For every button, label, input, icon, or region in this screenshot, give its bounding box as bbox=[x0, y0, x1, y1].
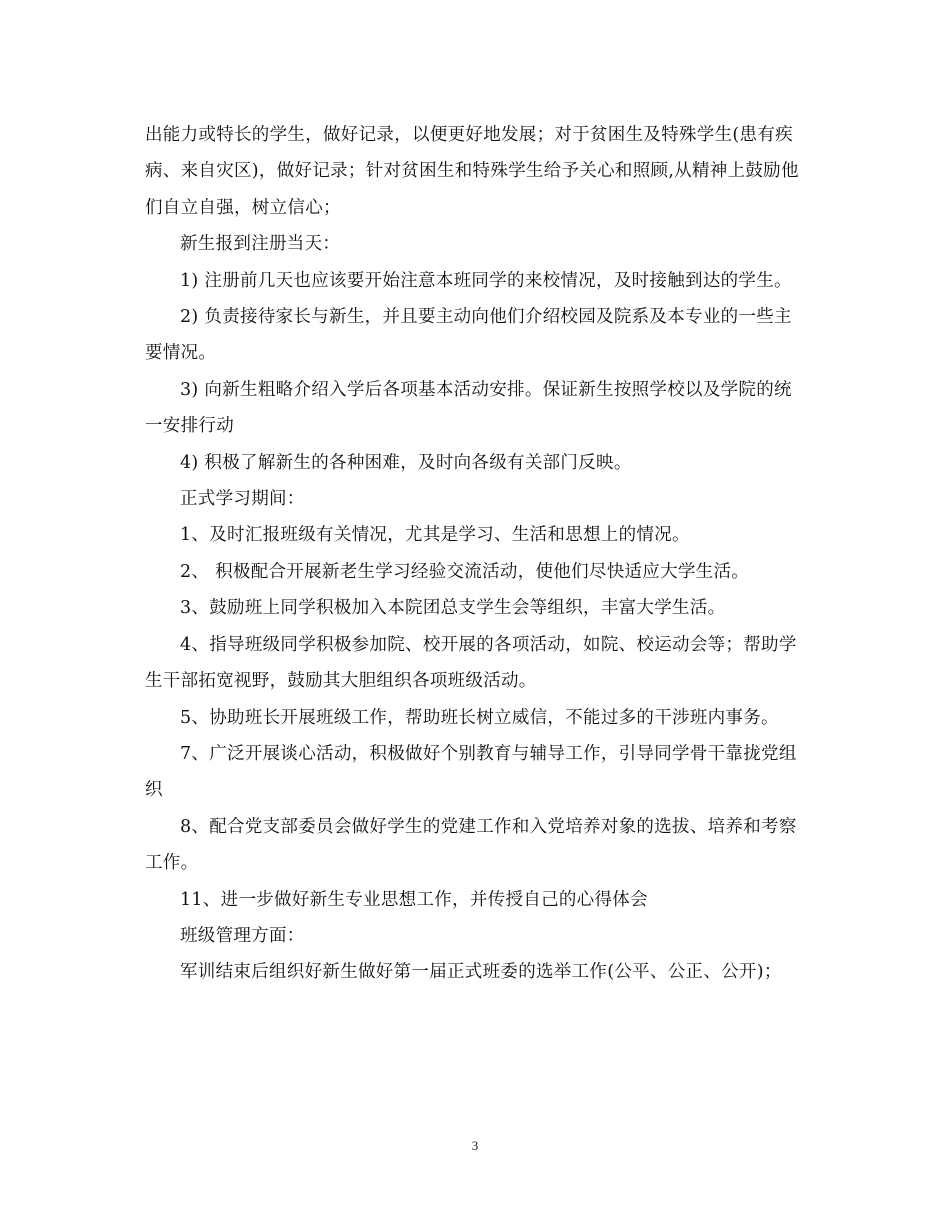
list-item-study-8: 8、配合党支部委员会做好学生的党建工作和入党培养对象的选拔、培养和考察工作。 bbox=[145, 816, 797, 874]
list-item-study-7: 7、广泛开展谈心活动，积极做好个别教育与辅导工作，引导同学骨干靠拢党组织 bbox=[145, 743, 797, 801]
paragraph-continuation: 出能力或特长的学生，做好记录，以便更好地发展；对于贫困生及特殊学生(患有疾病、来自灾区)，做好记录；针对贫困生和特殊学生给予关心和照顾,从精神上鼓励他们自立自强，树立信心； bbox=[145, 125, 799, 218]
section-heading-study-period: 正式学习期间： bbox=[180, 489, 305, 510]
list-item-study-4: 4、指导班级同学积极参加院、校开展的各项活动，如院、校运动会等；帮助学生干部拓宽视野，鼓励其大胆组织各项班级活动。 bbox=[145, 634, 797, 692]
section-heading-registration-day: 新生报到注册当天： bbox=[180, 234, 341, 255]
list-item-study-11: 11、进一步做好新生专业思想工作，并传授自己的心得体会 bbox=[180, 889, 648, 910]
list-item-registration-2: 2) 负责接待家长与新生，并且要主动向他们介绍校园及院系及本专业的一些主要情况。 bbox=[145, 307, 792, 364]
list-item-study-1: 1、及时汇报班级有关情况，尤其是学习、生活和思想上的情况。 bbox=[180, 525, 690, 546]
list-item-registration-1: 1) 注册前几天也应该要开始注意本班同学的来校情况，及时接触到达的学生。 bbox=[180, 270, 792, 291]
list-item-study-3: 3、鼓励班上同学积极加入本院团总支学生会等组织，丰富大学生活。 bbox=[180, 598, 726, 619]
list-item-registration-3: 3) 向新生粗略介绍入学后各项基本活动安排。保证新生按照学校以及学院的统一安排行动 bbox=[145, 379, 792, 437]
list-item-registration-4: 4) 积极了解新生的各种困难，及时向各级有关部门反映。 bbox=[180, 452, 632, 473]
paragraph-class-election: 军训结束后组织好新生做好第一届正式班委的选举工作(公平、公正、公开)； bbox=[180, 962, 782, 983]
section-heading-class-management: 班级管理方面： bbox=[180, 925, 305, 946]
list-item-study-5: 5、协助班长开展班级工作，帮助班长树立威信，不能过多的干涉班内事务。 bbox=[180, 707, 779, 728]
document-body bbox=[145, 117, 800, 991]
list-item-study-2: 2、 积极配合开展新老生学习经验交流活动，使他们尽快适应大学生活。 bbox=[180, 561, 750, 582]
page-number: 3 bbox=[471, 1138, 479, 1153]
